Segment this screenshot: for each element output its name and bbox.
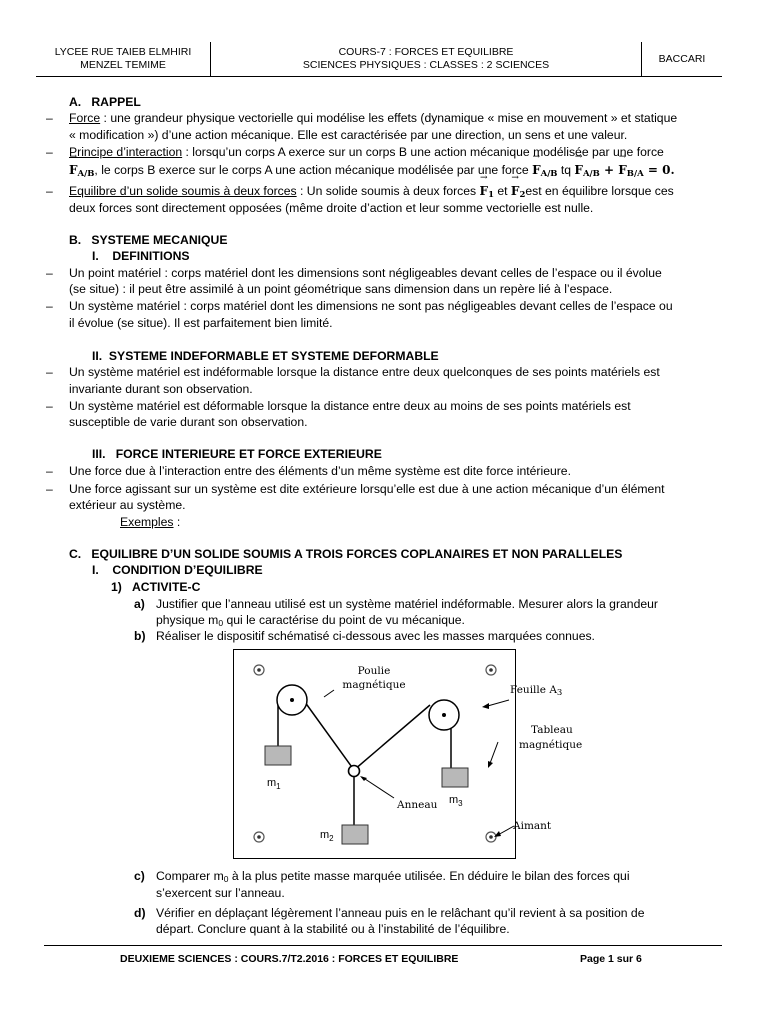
pulley-right [429, 700, 459, 730]
board-label-line1: Tableau [531, 724, 573, 736]
mass-m1 [265, 746, 291, 765]
header-table [36, 42, 722, 77]
m2-label: $m_2$ [320, 829, 334, 843]
subsection-forces: III. FORCE INTERIEURE ET FORCE EXTERIEURE [92, 447, 382, 461]
bullet-dash: – [46, 464, 53, 478]
vector-subscript: A/B [582, 169, 600, 179]
course-cell [211, 42, 641, 76]
equation-end: = 0. [643, 163, 675, 177]
equilibre-term: Equilibre d’un solide soumis à deux forces [69, 184, 297, 198]
m3-label: $m_3$ [449, 794, 463, 808]
item-a-text: physique m [156, 613, 219, 627]
sheet-label: Feuille $A_3$ [510, 684, 563, 698]
vector-subscript: A/B [540, 169, 558, 179]
bullet-dash: – [46, 266, 53, 280]
vector-f: → F [480, 183, 489, 200]
vector-f: → F [618, 162, 627, 179]
item-b-label: b) [134, 629, 146, 643]
item-c-line2: s’exercent sur l’anneau. [156, 886, 285, 900]
pulley-pointer [324, 690, 334, 697]
footer-course: DEUXIEME SCIENCES : COURS.7/T2.2016 : FORCES ET EQUILIBRE [120, 953, 459, 965]
ring-pointer [362, 777, 394, 798]
string-ring-left [302, 698, 354, 770]
author-cell [642, 42, 722, 76]
deformable-line2: susceptible de varie durant son observation. [69, 415, 308, 429]
footer-rule [44, 945, 722, 946]
corner-magnet [254, 665, 264, 675]
pulley-label: magnétique [342, 679, 406, 691]
subsection-condition: I. CONDITION D’EQUILIBRE [92, 563, 263, 577]
bullet-dash: – [46, 184, 53, 198]
sheet-pointer-head [482, 703, 489, 709]
experiment-figure [233, 649, 516, 859]
section-a-title: A. RAPPEL [69, 95, 141, 109]
pulley-left [277, 685, 307, 715]
bullet-dash: – [46, 145, 53, 159]
vector-subscript: 2 [519, 190, 526, 200]
string-ring-right [354, 705, 430, 770]
corner-magnet [486, 665, 496, 675]
vector-f: → F [69, 162, 78, 179]
footer-page: Page 1 sur 6 [580, 953, 642, 965]
interaction-term: Principe d’interaction [69, 145, 183, 159]
item-c-text: à la plus petite masse marquée utilisée. En déduire le bilan des forces qui [228, 869, 630, 883]
systeme-materiel-line2: il évolue (se situe). Il est parfaitement bien limité. [69, 316, 333, 330]
equilibre-line2: deux forces sont directement opposées (même droite d’action et leur somme vectorielle est nulle. [69, 201, 594, 215]
subsection-definitions: I. DEFINITIONS [92, 249, 190, 263]
item-a-text: qui le caractérise du point de vu mécanique. [223, 613, 465, 627]
activity-title: 1) ACTIVITE-C [111, 580, 201, 594]
vector-subscript: 1 [488, 190, 494, 200]
mass-m3 [442, 768, 468, 787]
bullet-dash: – [46, 482, 53, 496]
ring-pointer-head [360, 776, 367, 781]
interaction-text: , le corps B exerce sur le corps A une action mécanique modélisée par une force [94, 163, 533, 177]
item-a-line1: Justifier que l’anneau utilisé est un système matériel indéformable. Mesurer alors la grandeur [156, 597, 658, 611]
corner-magnet [486, 832, 496, 842]
author-name: BACCARI [658, 52, 706, 65]
equilibre-text: est en équilibre lorsque ces [525, 184, 674, 198]
board-pointer [486, 740, 500, 770]
vector-f: → F [511, 183, 520, 200]
force-exterieure-line1: Une force agissant sur un système est dite extérieure lorsqu’elle est due à une action mécanique d’un élément [69, 482, 665, 496]
corner-magnet [254, 832, 264, 842]
item-a-label: a) [134, 597, 145, 611]
board-label-line2: magnétique [519, 739, 583, 751]
indeformable-line1: Un système matériel est indéformable lorsque la distance entre deux quelconques de ses points matériels est [69, 365, 660, 379]
vector-f: → F [532, 162, 541, 179]
ring [349, 766, 360, 777]
force-exterieure-line2: extérieur au système. [69, 498, 186, 512]
deformable-line1: Un système matériel est déformable lorsque la distance entre deux au moins de ses points matériels est [69, 399, 631, 413]
subscript: 0 [223, 874, 229, 884]
course-classes: SCIENCES PHYSIQUES : CLASSES : 2 SCIENCES [302, 59, 550, 71]
subscript: 0 [218, 618, 224, 628]
course-title: COURS-7 : FORCES ET EQUILIBRE [338, 46, 514, 58]
item-d-line2: départ. Conclure quant à la stabilité ou à l’instabilité de l’équilibre. [156, 922, 510, 936]
point-materiel-line2: (se situe) : il peut être assimilé à un point géométrique sans dimension dans un repère lié à l’espace. [69, 282, 613, 296]
force-definition-line2: « modification ») d’une action mécanique. Elle est caractérisée par une direction, un sens et une valeur. [69, 128, 628, 142]
item-d-line1: Vérifier en déplaçant légèrement l’anneau puis en le relâchant qu’il revient à sa position de [156, 906, 645, 920]
equilibre-text: et [493, 184, 511, 198]
force-term: Force [69, 111, 101, 125]
force-interieure-line: Une force due à l’interaction entre des éléments d’un même système est dite force intérieure. [69, 464, 571, 478]
school-city: MENZEL TEMIME [80, 59, 166, 71]
pulley-label: Poulie [357, 665, 391, 677]
force-definition-line1 [69, 110, 677, 127]
indeformable-line2: invariante durant son observation. [69, 382, 253, 396]
bullet-dash: – [46, 365, 53, 379]
m1-label: $m_1$ [267, 777, 281, 791]
item-c-label: c) [134, 869, 145, 883]
vector-subscript: B/A [626, 169, 644, 179]
mass-m2 [342, 825, 368, 844]
interaction-text: tq [557, 163, 575, 177]
figure-drawing [234, 650, 517, 860]
item-d-label: d) [134, 906, 146, 920]
force-text: : une grandeur physique vectorielle qui modélise les effets (dynamique « mise en mouvement » et statique [100, 111, 678, 125]
point-materiel-line1: Un point matériel : corps matériel dont les dimensions sont négligeables devant celles de l’espace ou il évolue [69, 266, 662, 280]
vector-f: → F [574, 162, 583, 179]
subsection-indeformable: II. SYSTEME INDEFORMABLE ET SYSTEME DEFORMABLE [92, 349, 439, 363]
exemples-label [120, 514, 180, 531]
item-b-line1: Réaliser le dispositif schématisé ci-dessous avec les masses marquées connues. [156, 629, 595, 643]
systeme-materiel-line1: Un système matériel : corps matériel dont les dimensions ne sont pas négligeables devant celles de l’espace ou [69, 299, 673, 313]
school-name: LYCEE RUE TAIEB ELMHIRI [54, 46, 192, 58]
equilibre-text: : Un solide soumis à deux forces [296, 184, 480, 198]
bullet-dash: – [46, 399, 53, 413]
bullet-dash: – [46, 111, 53, 125]
exemples-term: Exemples [120, 515, 174, 529]
interaction-text: : lorsqu’un corps A exerce sur un corps B une action mécanique modélisée par une force [182, 145, 664, 159]
ring-label: Anneau [397, 799, 438, 811]
exemples-colon: : [173, 515, 181, 529]
magnet-label: Aimant [513, 820, 552, 832]
vector-subscript: A/B [77, 169, 95, 179]
school-cell [36, 42, 210, 76]
item-c-text: Comparer m [156, 869, 224, 883]
section-c-title: C. EQUILIBRE D’UN SOLIDE SOUMIS A TROIS FORCES COPLANAIRES ET NON PARALLELES [69, 547, 623, 561]
interaction-line2: → $F_{A/B}$, le corps B exerce sur le corps A une action mécanique modélisée par une force → $F_{A/B}$ tq → $F_{A/B}$ + → $F_{B/A} = 0$. [69, 162, 675, 183]
bullet-dash: – [46, 299, 53, 313]
section-b-title: B. SYSTEME MECANIQUE [69, 233, 228, 247]
